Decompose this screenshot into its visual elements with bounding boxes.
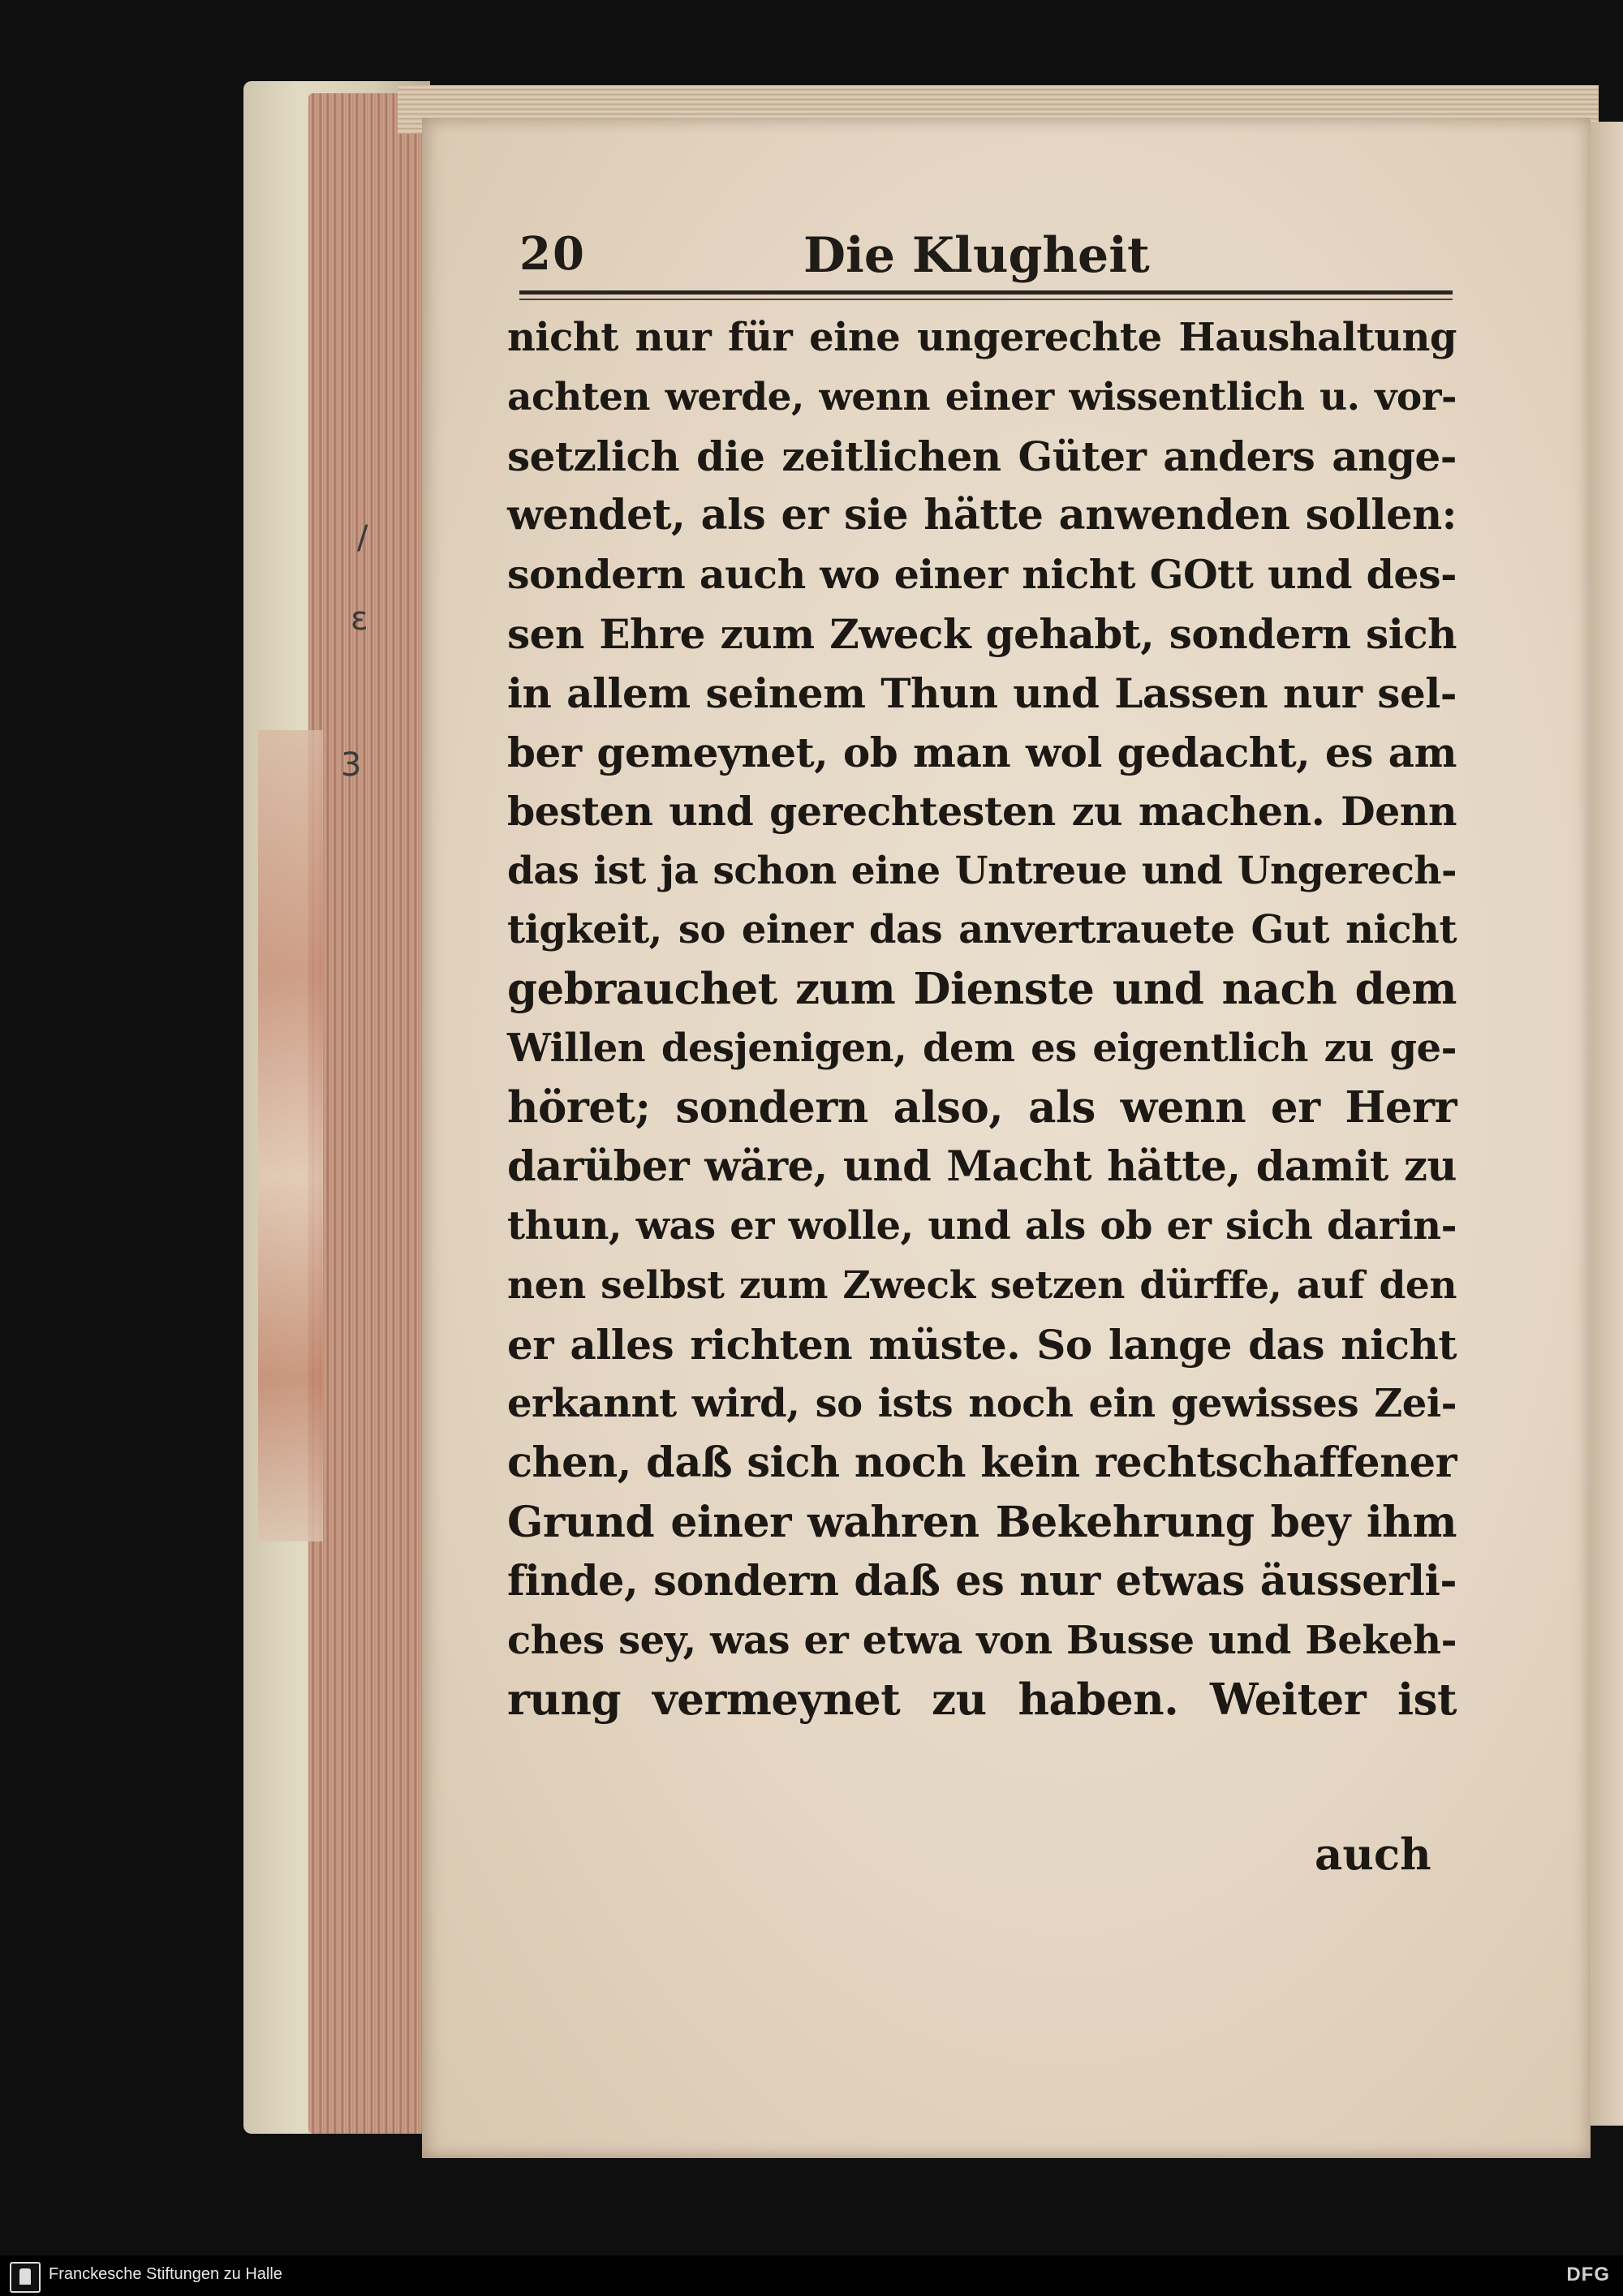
text-line: wendet, als er sie hätte anwenden sollen:: [507, 491, 1457, 540]
cover-pencil-mark: 3: [341, 746, 362, 784]
header-rule-thin: [519, 299, 1453, 300]
page-block-edges: [308, 93, 430, 2134]
institution-name: Franckesche Stiftungen zu Halle: [49, 2265, 282, 2283]
funder-logo: DFG: [1566, 2264, 1610, 2285]
cover-pencil-mark: ɛ: [351, 600, 368, 638]
text-line: thun, was er wolle, und als ob er sich darin-: [507, 1203, 1457, 1249]
running-title: Die Klugheit: [803, 227, 1150, 284]
text-line: ches sey, was er etwa von Busse und Bekeh-: [507, 1618, 1457, 1663]
text-line: erkannt wird, so ists noch ein gewisses Zei-: [507, 1381, 1457, 1426]
page-number: 20: [519, 227, 586, 281]
cover-pencil-mark: /: [357, 519, 368, 557]
header-rule: [519, 290, 1453, 295]
text-line: finde, sondern daß es nur etwas äusserli-: [507, 1557, 1457, 1606]
text-line: Grund einer wahren Bekehrung bey ihm: [507, 1498, 1457, 1547]
text-line: nen selbst zum Zweck setzen dürffe, auf den: [507, 1263, 1457, 1308]
body-text: [507, 308, 1457, 1730]
running-head: [519, 227, 1453, 292]
text-line: setzlich die zeitlichen Güter anders ange-: [507, 432, 1457, 480]
text-line: nicht nur für eine ungerechte Haushaltung: [507, 315, 1457, 360]
text-line: besten und gerechtesten zu machen. Denn: [507, 788, 1457, 835]
text-line: tigkeit, so einer das anvertrauete Gut nicht: [507, 907, 1457, 952]
text-line: rung vermeynet zu haben. Weiter ist: [507, 1675, 1457, 1725]
text-line: darüber wäre, und Macht hätte, damit zu: [507, 1142, 1457, 1191]
text-line: das ist ja schon eine Untreue und Ungerech-: [507, 849, 1457, 893]
cover-decoration: [258, 730, 323, 1541]
catchword: auch: [1315, 1829, 1431, 1880]
footer-bar: [0, 2255, 1623, 2296]
institution-logo-icon: [10, 2262, 41, 2293]
text-line: Willen desjenigen, dem es eigentlich zu ge-: [507, 1025, 1457, 1071]
text-line: gebrauchet zum Dienste und nach dem: [507, 964, 1457, 1014]
text-line: er alles richten müste. So lange das nicht: [507, 1321, 1457, 1369]
text-line: chen, daß sich noch kein rechtschaffener: [507, 1438, 1457, 1487]
text-line: ber gemeynet, ob man wol gedacht, es am: [507, 729, 1457, 776]
text-line: höret; sondern also, als wenn er Herr: [507, 1082, 1457, 1133]
text-line: in allem seinem Thun und Lassen nur sel-: [507, 669, 1457, 717]
text-line: sondern auch wo einer nicht GOtt und des-: [507, 551, 1457, 598]
text-line: achten werde, wenn einer wissentlich u. vor-: [507, 375, 1457, 419]
text-line: sen Ehre zum Zweck gehabt, sondern sich: [507, 610, 1457, 658]
facing-page-edge: [1591, 122, 1623, 2126]
